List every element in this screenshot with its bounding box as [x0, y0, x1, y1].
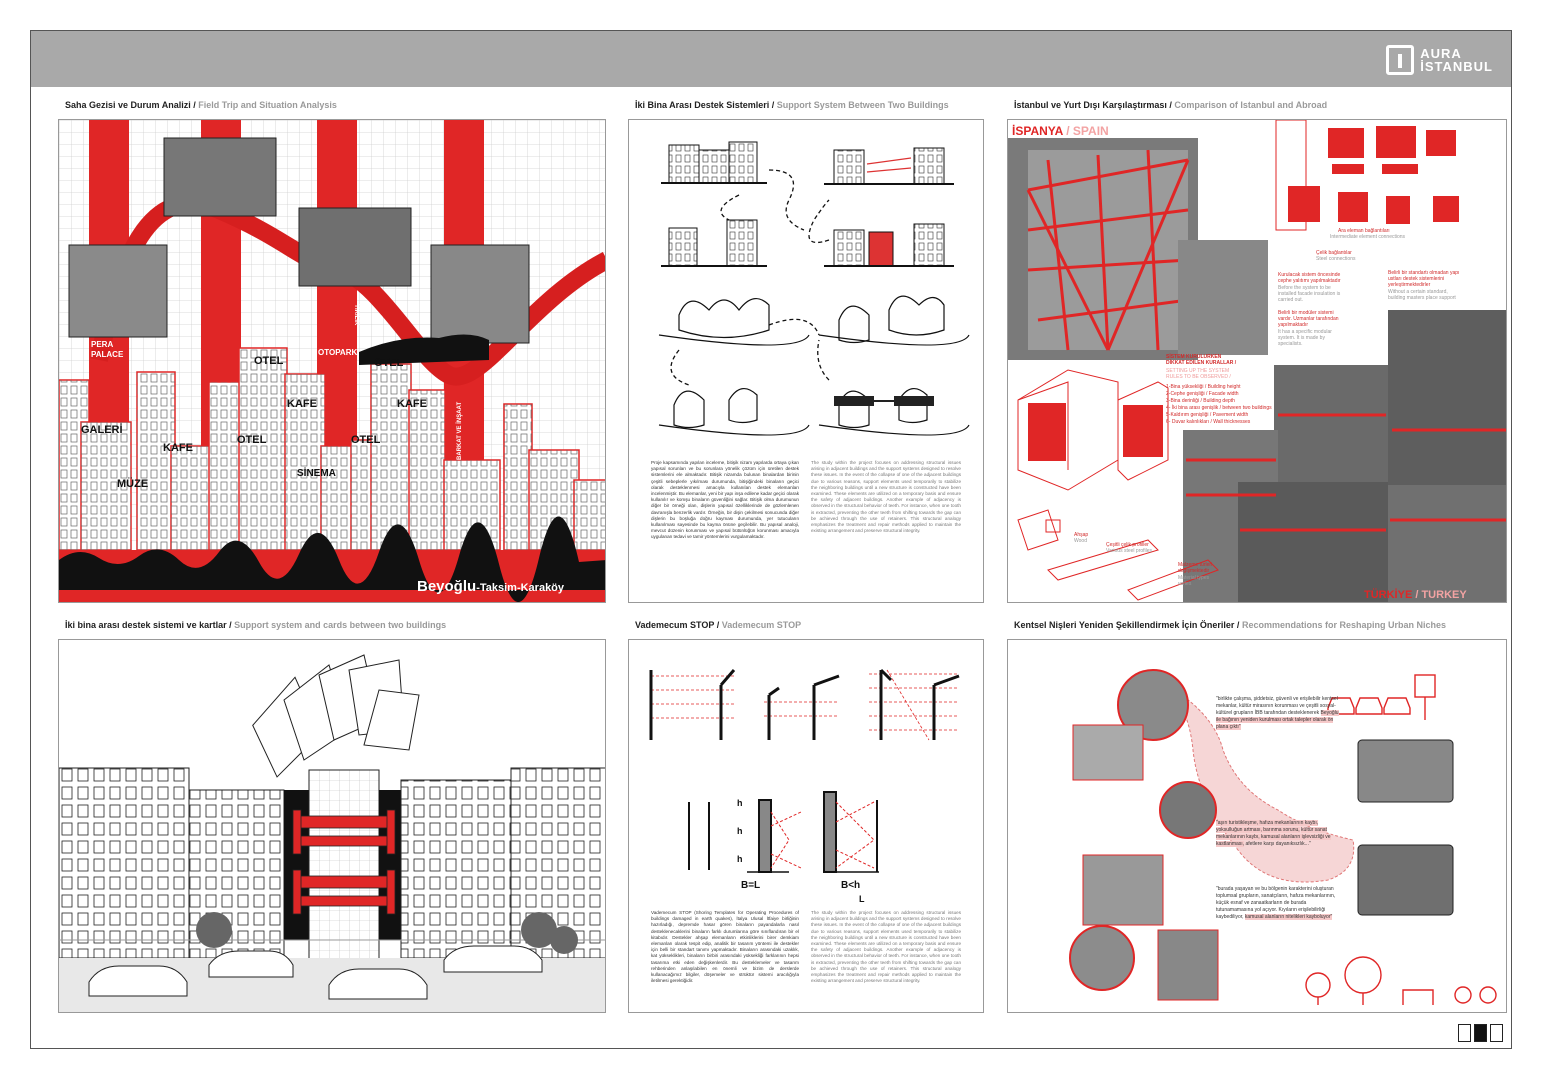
note-std-5: building masters place support: [1388, 295, 1456, 301]
rules-heading-1: SİSTEM KURULURKEN: [1166, 354, 1222, 360]
panel-2-title: İki Bina Arası Destek Sistemleri / Support System Between Two Buildings: [635, 100, 949, 110]
ratio-label-bl: B=L: [741, 880, 761, 891]
panel-recommendations: [1007, 639, 1507, 1013]
page-square-2: [1474, 1024, 1487, 1042]
note-mod-4: It has a specific modular: [1278, 329, 1332, 335]
note-mal-3: Material types: [1178, 575, 1210, 581]
panel-6-title: Kentsel Nişleri Yeniden Şekillendirmek İçin Öneriler / Recommendations for Reshaping Urban Niches: [1014, 620, 1446, 630]
comparison-collage: [1008, 120, 1507, 603]
label-yikilik: YIKILIK: [353, 304, 359, 326]
label-sinema: SİNEMA: [297, 468, 336, 479]
note-kur-2: cephe yalıtımı yapılmaktadır: [1278, 278, 1341, 284]
note-ahsap-tr: Ahşap: [1074, 532, 1089, 538]
label-kafe-2: KAFE: [397, 398, 427, 410]
street-illustration: [59, 640, 606, 1013]
label-kafe-1: KAFE: [287, 398, 317, 410]
rules-heading-2: DİKKAT EDİLEN KURALLAR /: [1166, 360, 1237, 366]
note-celikp-en: Various steel profiles: [1106, 548, 1153, 554]
page-square-1: [1458, 1024, 1471, 1042]
note-kur-3: Before the system to be: [1278, 285, 1331, 291]
label-otel-1: OTEL: [254, 355, 284, 367]
rule-1: 1-Bina yüksekliği / Building height: [1166, 384, 1241, 390]
note-mal-1: Malzeme türleri: [1178, 562, 1213, 568]
note-mod-5: system. It is made by: [1278, 335, 1325, 341]
note-mal-4: varies: [1178, 581, 1192, 587]
panel-vademecum: [628, 639, 984, 1013]
header-bar: [31, 31, 1511, 87]
vademecum-text-en: The study within the project focuses on addressing structural issues arising in adjacent buildings and the support systems designed to resolve these issues. In the event of the collapse of one of the adjacent buildings due to various reasons, support elements used temporarily to stabilize the neighboring buildings until a new structure is constructed have been examined. These elements are utilized on a temporary basis and ensure the safety of adjacent buildings. Another example of adjacency is observed in the structural behavior of teeth. For instance, when one tooth is extracted, preventing the other teeth from shifting towards the gap can be achieved through the use of retainers. This structural analogy emphasizes the treatment and repair methods applied to maintain the existing arrangement and preserve structural integrity.: [811, 910, 961, 984]
brand-logo: [1386, 45, 1493, 75]
note-mod-2: vardır. Uzmanlar tarafından: [1278, 316, 1339, 322]
note-ahsap-en: Wood: [1074, 538, 1087, 544]
note-std-4: Without a certain standard,: [1388, 289, 1448, 295]
brand-line-1: AURA: [1420, 46, 1462, 61]
label-palace: PALACE: [91, 350, 124, 359]
panel-support-system: [628, 119, 984, 603]
support-text-en: The study within the project focuses on addressing structural issues arising in adjacent buildings and the support systems designed to resolve these issues. In the event of the collapse of one of the adjacent buildings due to various reasons, support elements used temporarily to stabilize the neighboring buildings until a new structure is constructed have been examined. These elements are utilized on a temporary basis and ensure the safety of adjacent buildings. Another example of adjacency is observed in the structural behavior of teeth. For instance, when one tooth is extracted, preventing the other teeth from shifting towards the gap can be achieved through the use of retainers. This structural analogy emphasizes the treatment and repair methods applied to maintain the existing arrangement and preserve structural integrity.: [811, 460, 961, 534]
label-pera: PERA: [91, 340, 114, 349]
support-sketches: [629, 120, 984, 450]
field-trip-collage: [59, 120, 606, 603]
presentation-board: [30, 30, 1512, 1049]
label-insaat: BARKAT VE İNŞAAT: [457, 401, 463, 460]
ratio-label-bh: B<h: [841, 880, 861, 891]
length-label: L: [859, 894, 865, 904]
label-galeri: GALERİ: [81, 424, 123, 436]
note-kur-5: carried out.: [1278, 297, 1304, 303]
height-label-3: h: [737, 854, 743, 864]
quote-3: "burada yaşayan ve bu bölgenin karakterini oluşturan toplumsal grupların, sanatçıların, hafıza mekanlarının, küçük esnaf ve zanaatkarların de burada tutunamamasına yol açıyor. Kıyıların erişilebilirliği kaybediliyor, kamusal alanların nitelikleri kayboluyor": [1216, 886, 1336, 920]
rule-6: 6- Duvar kalınlıkları / Wall thicknesses: [1166, 419, 1251, 425]
note-celik-en: Steel connections: [1316, 256, 1356, 262]
turkey-heading: TÜRKİYE / TURKEY: [1364, 589, 1467, 601]
note-ara-tr: Ara eleman bağlantıları: [1338, 228, 1390, 234]
rule-3: 3-Bina derinliği / Building depth: [1166, 398, 1235, 404]
panel-3-title: İstanbul ve Yurt Dışı Karşılaştırması / Comparison of Istanbul and Abroad: [1014, 100, 1328, 110]
note-mal-2: değişmektedir: [1178, 568, 1210, 574]
rule-5: 5-Kaldırım genişliği / Pavement width: [1166, 412, 1249, 418]
rules-heading-4: RULES TO BE OBSERVED /: [1166, 374, 1231, 380]
note-kur-1: Kurulacak sistem öncesinde: [1278, 272, 1341, 278]
rule-4: 4- İki bina arası genişlik / between two buildings: [1166, 405, 1272, 411]
note-std-3: yerleştirmektedirler: [1388, 282, 1431, 288]
panel-5-title: Vademecum STOP / Vademecum STOP: [635, 620, 802, 630]
note-mod-1: Belirli bir modüler sistemi: [1278, 310, 1334, 316]
quote-1: "birlikte çalışma, şiddetsiz, güvenli ve erişilebilir kentsel mekanlar, kültür mirasının korunması ve çeşitli sosyal-kültürel grupların İBB tarafından desteklenerek Beyoğlu ile bağının yeniden kurulması ortak talepler olarak ön plana çıktı": [1216, 696, 1339, 730]
label-otel-4: OTEL: [351, 434, 381, 446]
panel-comparison: [1007, 119, 1507, 603]
height-label-1: h: [737, 798, 743, 808]
shoring-diagrams: [629, 640, 984, 880]
rules-heading-3: SETTING UP THE SYSTEM: [1166, 368, 1230, 374]
panel-4-title: İki bina arası destek sistemi ve kartlar / Support system and cards between two buildings: [65, 620, 447, 630]
quote-2: "aşırı turistikleşme, hafıza mekanlarının kaybı, yoksulluğun artması, barınma sorunu, kültür sanat mekanlarının kaybı, kamusal alanların işlevsizliği ve kastlanması, afetlere karşı dayanıksızlık...": [1216, 820, 1331, 847]
label-otopark: OTOPARK: [318, 348, 358, 357]
rule-2: 2-Cephe genişliği / Facade width: [1166, 391, 1239, 397]
label-otel-2: OTEL: [374, 357, 404, 369]
brand-line-2: İSTANBUL: [1420, 59, 1493, 74]
note-mod-3: yapılmaktadır: [1278, 322, 1309, 328]
label-kafe-3: KAFE: [163, 442, 193, 454]
note-std-2: ustları destek sistemlerini: [1388, 276, 1445, 282]
vademecum-text-tr: Vademecum STOP (Shoring Templates for Operating Procedures of buildings damaged in earth quakes), İtalya Ulusal İtfaiye birliğinin hazırladığı, depremde hasar gören binaların payandalarla nasıl desteklenecaklerini binaların farklı durumlarına göre sınıflandıran bir el kitabıdır. Destekler ahşap elemanların etkinliklerini birer demkiam elemanları olarak tespit edip, analitik bir tasarım yöntemi ile destekler için belli bir standart tanımı yapmaktadır. Binaların arasındaki uzaklık, kat yükseklikleri, binaların birbiri arasındaki yüksekliği farklarının hepsi tasarıma etki eden değişkenlerdir. Bu desteklemeler ve tasarım rehberinden anlaşılabilen en önemli ve bizim de derslerde kullanacağımız bilgiler, döşemeler ve strüktür sistemi aracılığıyla iletilmesi gerektiğidir.: [651, 910, 799, 984]
panel-field-trip: [58, 119, 606, 603]
page-indicator: [1455, 1024, 1503, 1042]
district-caption: Beyoğlu-Taksim-Karaköy: [417, 578, 565, 595]
page-square-3: [1490, 1024, 1503, 1042]
panel-1-title: Saha Gezisi ve Durum Analizi / Field Trip and Situation Analysis: [65, 100, 337, 110]
panel-support-cards: [58, 639, 606, 1013]
note-std-1: Belirli bir standartı olmadan yapı: [1388, 270, 1460, 276]
note-mod-6: specialists.: [1278, 341, 1303, 347]
spain-heading: İSPANYA / SPAIN: [1012, 124, 1109, 138]
label-muze: MÜZE: [117, 478, 149, 490]
note-celik-tr: Çelik bağlantılar: [1316, 250, 1352, 256]
note-celikp-tr: Çeşitli çelik profiller: [1106, 542, 1149, 548]
label-otel-3: OTEL: [237, 434, 267, 446]
note-kur-4: installed facade insulation is: [1278, 291, 1341, 297]
logo-icon: [1386, 45, 1414, 75]
support-text-tr: Proje kapsamında yapılan inceleme, bitişik nizam yapılarda ortaya çıkan yapısal sorunları ve bu sorunlara yönelik çözüm için üretilen destek sistemlerini ele almaktadır. Bitişik nizamda bulunan binalardan birinin çeşitli sebeplerle yıkılması durumunda, bitişiğindeki binaların geçici olarak desteklenmesi amacıyla kullanılan destek elemanları incelenmiştir. Bu elemanlar, yeni bir yapı inşa edilene kadar geçici olarak kullanılır ve komşu binaların güvenliğini sağlar. Bitişik olma durumunun diğer bir örneği olan, dişlerin yapısal özelliklerinde de gözlemlenen davranışla benzerlik vardır. Örneğin, bir dişin çekilmesi sonucunda diğer dişlerin bu boşluğa doğru kayması durumunda, yer tutucuların kullanılması sayesinde bu kayma önüne geçilebilir. Bu yapısal analoji, mevcut düzenin korunması ve yapısal bütünlüğün korunması amacıyla uygulanan tedavi ve tamir yöntemlerini vurgulamaktadır.: [651, 460, 799, 540]
height-label-2: h: [737, 826, 743, 836]
note-ara-en: Intermediate element connections: [1330, 234, 1406, 240]
